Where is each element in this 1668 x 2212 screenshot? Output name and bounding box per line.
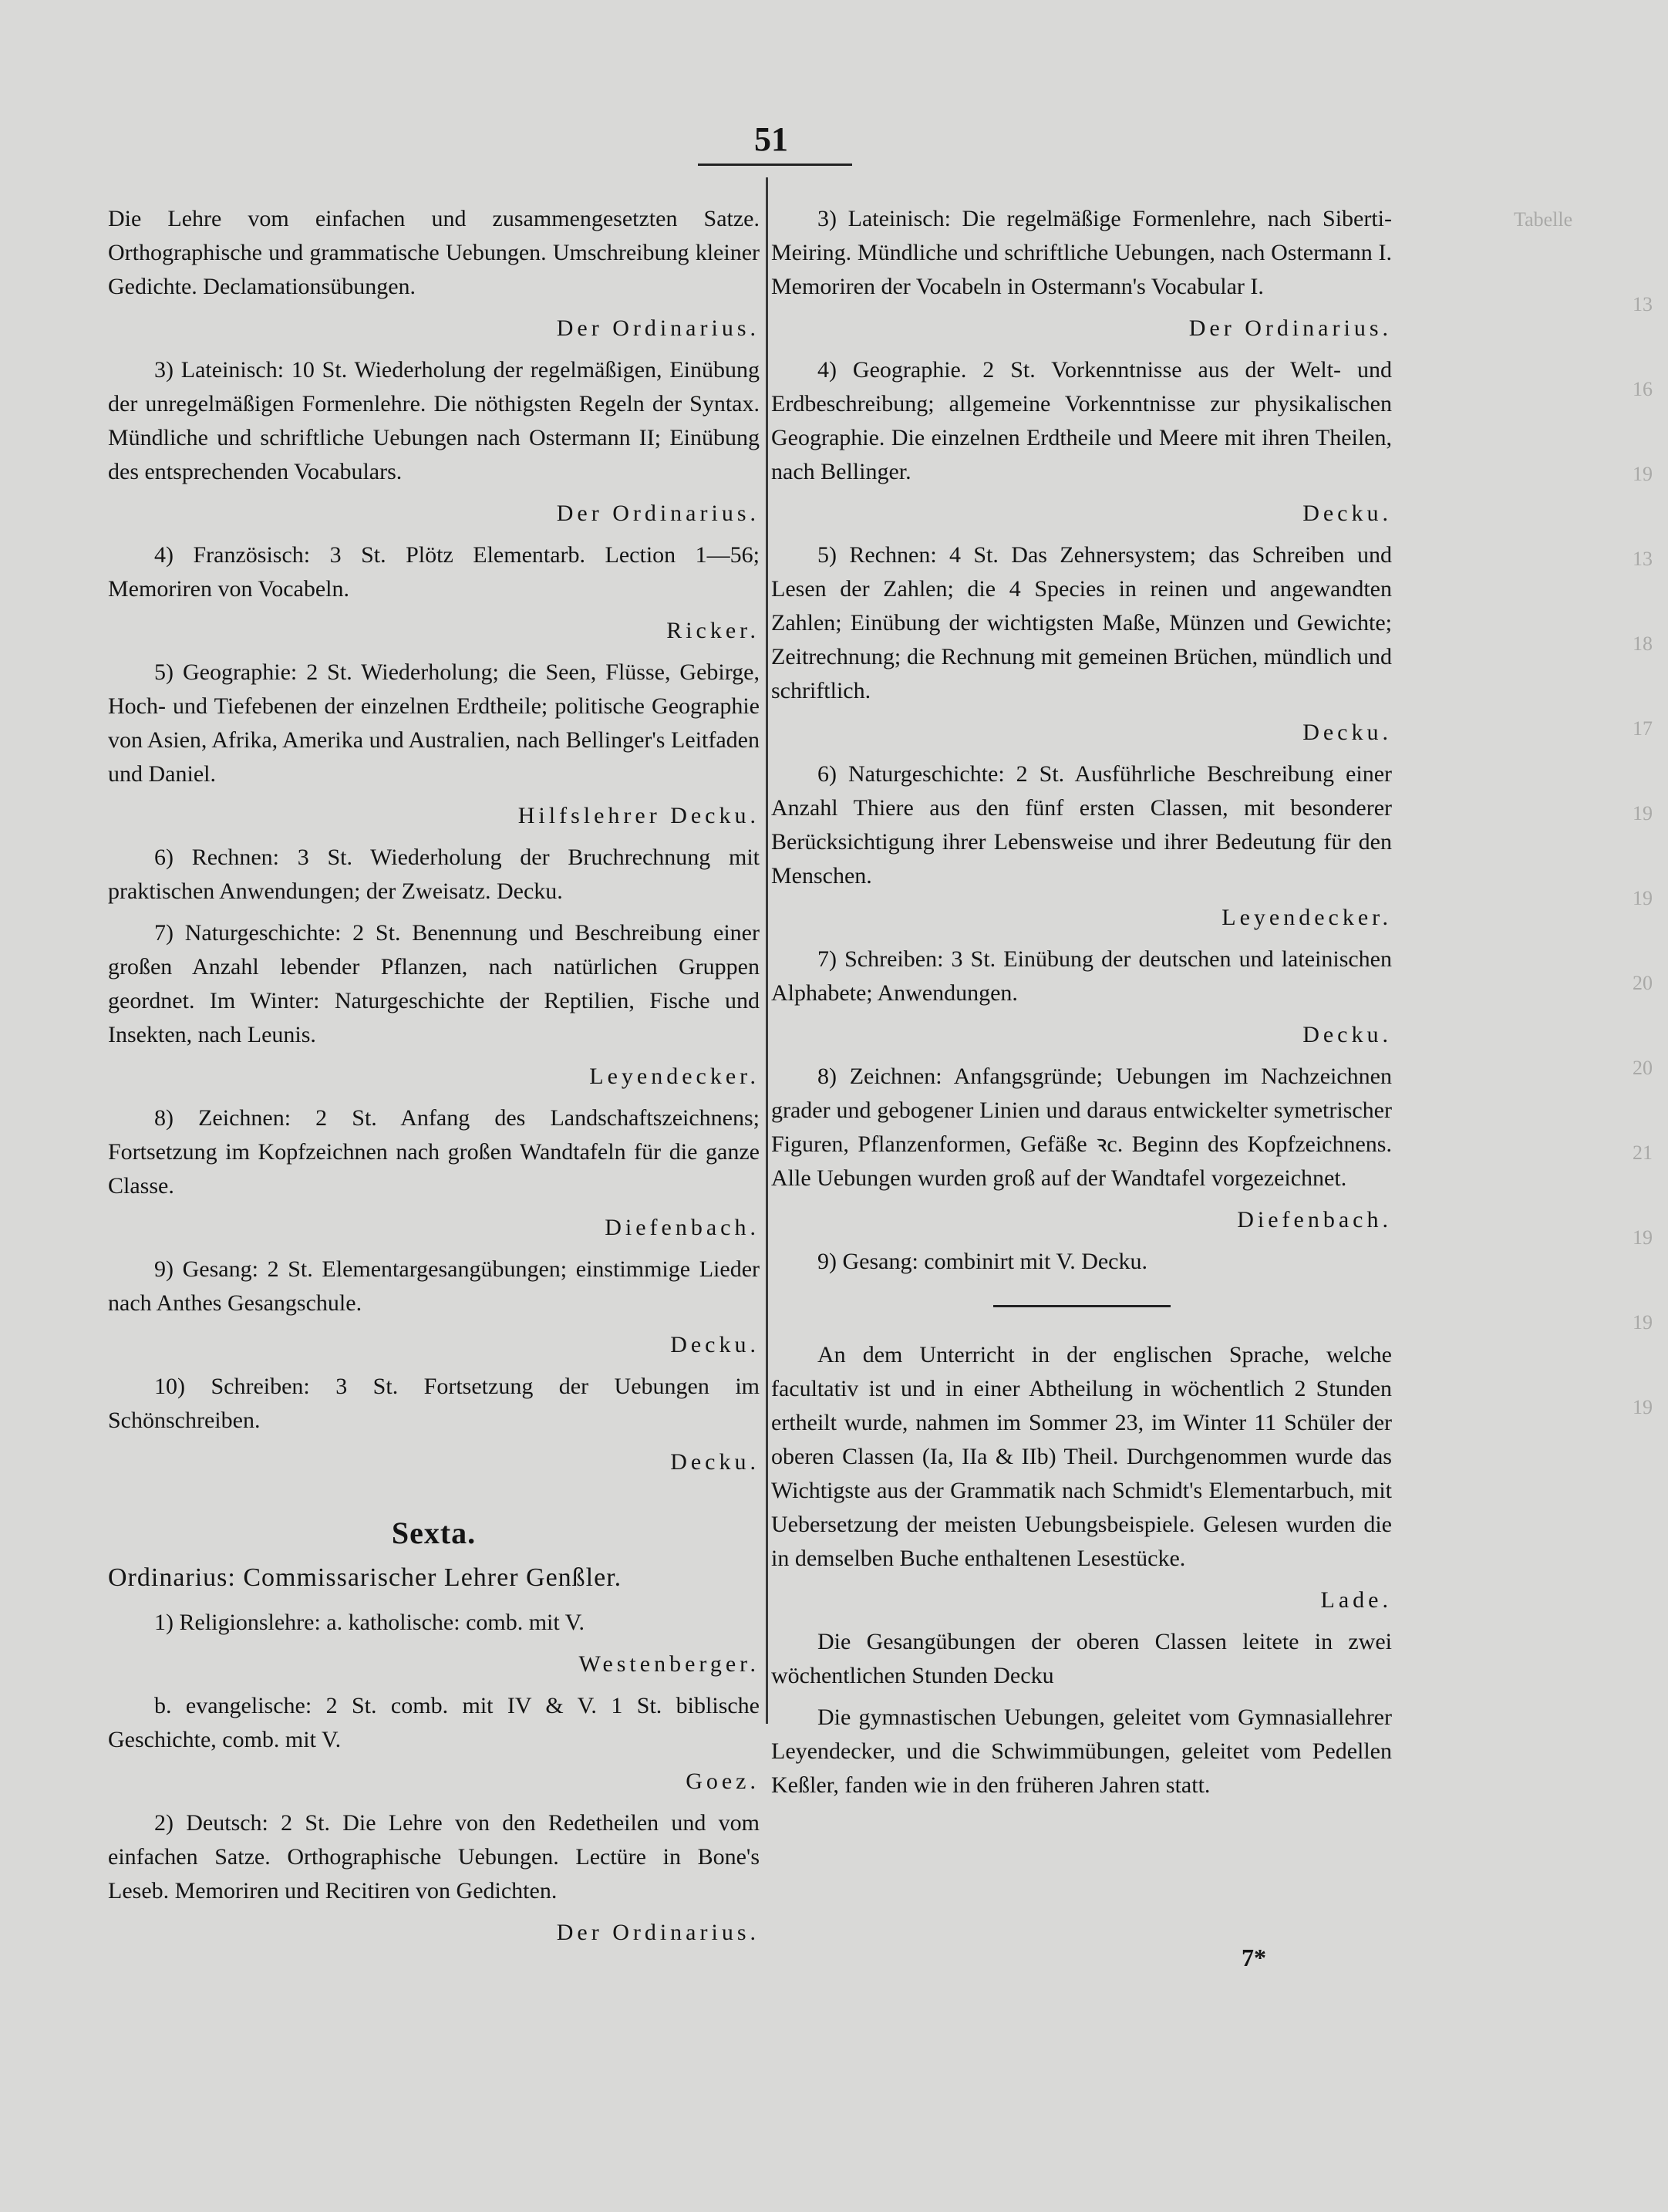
bleed-through-fragment: 18 (1633, 632, 1653, 655)
teacher-name: Leyendecker. (589, 1064, 760, 1089)
paragraph: 9) Gesang: combinirt mit V. Decku. (817, 1249, 1147, 1274)
paragraph: 8) Zeichnen: Anfangsgründe; Uebungen im Nachzeichnen grader und gebogener Linien und daraus entwickelter symetrischer Figuren, Pflanzenformen, Gefäße ꝛc. Beginn des Kopfzeichnens. Alle Uebungen wurden groß auf der Wandtafel vorgezeichnet. (771, 1064, 1392, 1191)
paragraph: 3) Lateinisch: Die regelmäßige Formenlehre, nach Siberti-Meiring. Mündliche und schriftliche Uebungen, nach Ostermann I. Memoriren der Vocabeln in Ostermann's Vocabular I. (771, 206, 1392, 299)
paragraph: 9) Gesang: 2 St. Elementargesangübungen; einstimmige Lieder nach Anthes Gesangschule. (108, 1256, 760, 1316)
teacher-name: Decku. (1302, 1022, 1392, 1047)
teacher-name: Hilfslehrer Decku. (517, 803, 760, 828)
teacher-name: Goez. (686, 1769, 760, 1794)
teacher-name: Diefenbach. (605, 1215, 760, 1240)
separator-rule (993, 1305, 1171, 1307)
bleed-through-fragment: 13 (1633, 293, 1653, 315)
right-column (771, 202, 1392, 1810)
paragraph: 1) Religionslehre: a. katholische: comb. mit V. (154, 1610, 585, 1635)
teacher-name: Decku. (1302, 501, 1392, 526)
bleed-through-fragment: 19 (1633, 1396, 1653, 1418)
teacher-name: Westenberger. (578, 1651, 760, 1677)
bleed-through-fragment: 19 (1633, 463, 1653, 485)
bleed-through-fragment: 19 (1633, 1226, 1653, 1249)
paragraph: 6) Rechnen: 3 St. Wiederholung der Bruchrechnung mit praktischen Anwendungen; der Zweisatz. Decku. (108, 845, 760, 904)
bleed-through-fragment: Tabelle (1514, 208, 1573, 231)
bleed-through-fragment: 20 (1633, 1057, 1653, 1079)
bleed-through-fragment: 13 (1633, 548, 1653, 570)
section-heading: Sexta. (391, 1516, 477, 1550)
header-rule (698, 164, 852, 166)
teacher-name: Der Ordinarius. (556, 315, 760, 341)
teacher-name: Der Ordinarius. (1188, 315, 1392, 341)
paragraph: b. evangelische: 2 St. comb. mit IV & V. 1 St. biblische Geschichte, comb. mit V. (108, 1693, 760, 1752)
paragraph: Die gymnastischen Uebungen, geleitet vom Gymnasiallehrer Leyendecker, und die Schwimmübungen, geleitet vom Pedellen Keßler, fanden wie in den früheren Jahren statt. (771, 1705, 1392, 1798)
paragraph: 6) Naturgeschichte: 2 St. Ausführliche Beschreibung einer Anzahl Thiere aus den fünf ersten Classen, mit besonderer Berücksichtigung ihrer Lebensweise und ihrer Bedeutung für den Menschen. (771, 761, 1392, 889)
bleed-through-fragment: 16 (1633, 378, 1653, 400)
bleed-through-text (1514, 177, 1668, 1720)
paragraph: 7) Naturgeschichte: 2 St. Benennung und Beschreibung einer großen Anzahl lebender Pflanzen, nach natürlichen Gruppen geordnet. Im Winter: Naturgeschichte der Reptilien, Fische und Insekten, nach Leunis. (108, 920, 760, 1047)
teacher-name: Lade. (1320, 1587, 1392, 1613)
left-column (108, 202, 760, 1957)
teacher-name: Decku. (670, 1449, 760, 1475)
paragraph: 5) Rechnen: 4 St. Das Zehnersystem; das Schreiben und Lesen der Zahlen; die 4 Species in reinen und angewandten Zahlen; Einübung der wichtigsten Maße, Münzen und Gewichte; Zeitrechnung; die Rechnung mit gemeinen Brüchen, mündlich und schriftlich. (771, 542, 1392, 703)
paragraph: 2) Deutsch: 2 St. Die Lehre von den Redetheilen und vom einfachen Satze. Orthographische Uebungen. Lectüre in Bone's Leseb. Memoriren und Recitiren von Gedichten. (108, 1810, 760, 1903)
teacher-name: Der Ordinarius. (556, 501, 760, 526)
paragraph: An dem Unterricht in der englischen Sprache, welche facultativ ist und in einer Abtheilung in wöchentlich 2 Stunden ertheilt wurde, nahmen im Sommer 23, im Winter 11 Schüler der oberen Classen (Ia, IIa & IIb) Theil. Durchgenommen wurde das Wichtigste aus der Grammatik nach Schmidt's Elementarbuch, mit Uebersetzung der meisten Uebungsbeispiele. Gelesen wurden die in demselben Buche enthaltenen Lesestücke. (771, 1342, 1392, 1571)
teacher-name: Decku. (1302, 720, 1392, 745)
page-number: 51 (754, 120, 788, 158)
bleed-through-fragment: 21 (1633, 1141, 1653, 1164)
teacher-name: Der Ordinarius. (556, 1920, 760, 1945)
paragraph: 4) Französisch: 3 St. Plötz Elementarb. Lection 1—56; Memoriren von Vocabeln. (108, 542, 760, 602)
bleed-through-fragment: 17 (1633, 717, 1653, 740)
paragraph: Die Lehre vom einfachen und zusammengesetzten Satze. Orthographische und grammatische Uebungen. Umschreibung kleiner Gedichte. Declamationsübungen. (108, 206, 760, 299)
signature-mark: 7* (1242, 1944, 1266, 1971)
ordinarius-line: Ordinarius: Commissarischer Lehrer Genßler. (108, 1563, 622, 1592)
bleed-through-fragment: 19 (1633, 802, 1653, 824)
teacher-name: Decku. (670, 1332, 760, 1357)
paragraph: 10) Schreiben: 3 St. Fortsetzung der Uebungen im Schönschreiben. (108, 1374, 760, 1433)
teacher-name: Diefenbach. (1237, 1207, 1392, 1232)
paragraph: 5) Geographie: 2 St. Wiederholung; die Seen, Flüsse, Gebirge, Hoch- und Tiefebenen der einzelnen Erdtheile; politische Geographie von Asien, Afrika, Amerika und Australien, nach Bellinger's Leitfaden und Daniel. (108, 659, 760, 787)
paragraph: 3) Lateinisch: 10 St. Wiederholung der regelmäßigen, Einübung der unregelmäßigen Formenlehre. Die nöthigsten Regeln der Syntax. Mündliche und schriftliche Uebungen nach Ostermann II; Einübung des entsprechenden Vocabulars. (108, 357, 760, 484)
teacher-name: Leyendecker. (1222, 905, 1392, 930)
bleed-through-fragment: 20 (1633, 972, 1653, 994)
teacher-name: Ricker. (666, 618, 760, 643)
paragraph: 4) Geographie. 2 St. Vorkenntnisse aus der Welt- und Erdbeschreibung; allgemeine Vorkenntnisse zur physikalischen Geographie. Die einzelnen Erdtheile und Meere mit ihren Theilen, nach Bellinger. (771, 357, 1392, 484)
paragraph: 8) Zeichnen: 2 St. Anfang des Landschaftszeichnens; Fortsetzung im Kopfzeichnen nach großen Wandtafeln für die ganze Classe. (108, 1105, 760, 1199)
bleed-through-fragment: 19 (1633, 1311, 1653, 1334)
column-divider (766, 177, 768, 1724)
paragraph: Die Gesangübungen der oberen Classen leitete in zwei wöchentlichen Stunden Decku (771, 1629, 1392, 1688)
paragraph: 7) Schreiben: 3 St. Einübung der deutschen und lateinischen Alphabete; Anwendungen. (771, 946, 1392, 1006)
bleed-through-fragment: 19 (1633, 887, 1653, 909)
